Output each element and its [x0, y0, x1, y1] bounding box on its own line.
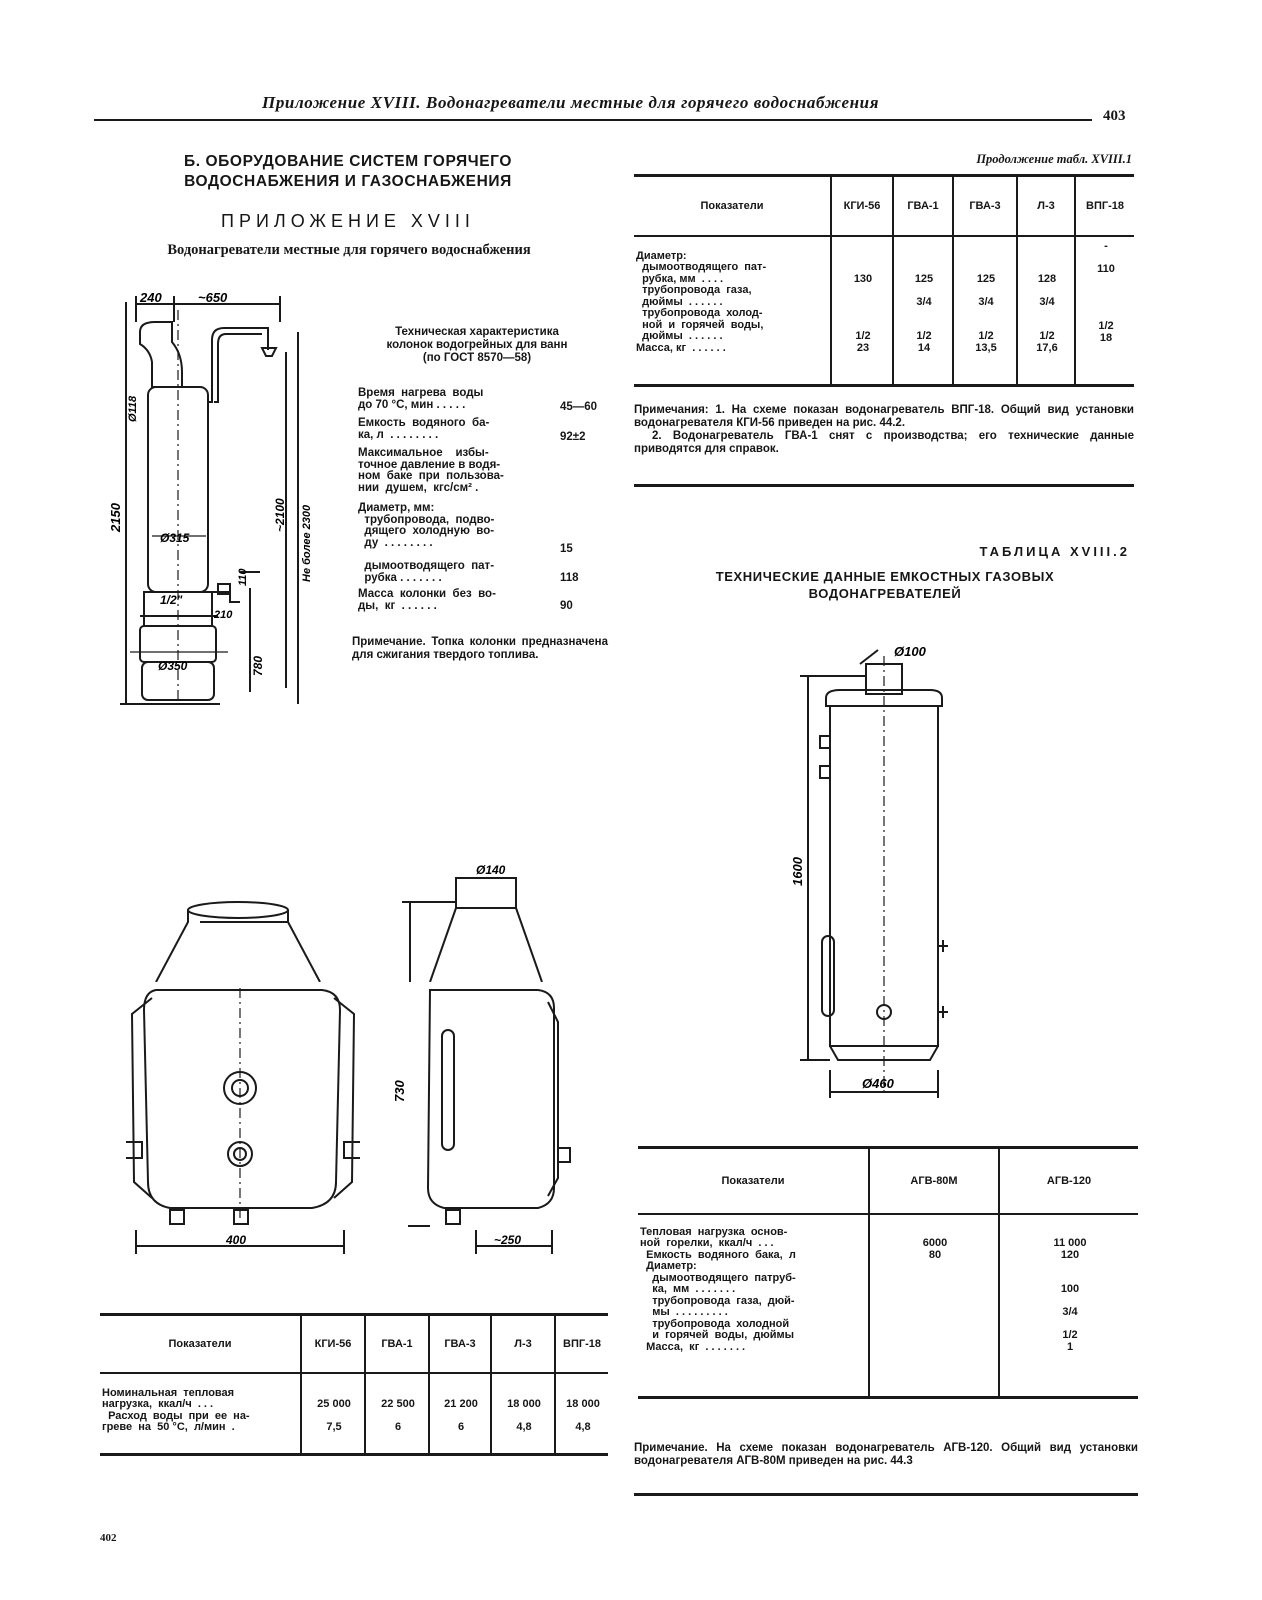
table-note-2: 2. Водонагреватель ГВА-1 снят с производства; его технические данные приводятся для справок. [634, 430, 1134, 455]
spec-row-label: Масса колонки без во- ды, кг . . . . . . [358, 588, 496, 612]
cell-gva1: 22 500 6 [381, 1398, 415, 1433]
table2-label: ТАБЛИЦА XVIII.2 [979, 544, 1130, 559]
section-heading-line1: Б. ОБОРУДОВАНИЕ СИСТЕМ ГОРЯЧЕГО [183, 153, 513, 170]
dim-650: ~650 [198, 292, 228, 305]
section-heading-line2: ВОДОСНАБЖЕНИЯ И ГАЗОСНАБЖЕНИЯ [184, 173, 512, 190]
col-header: КГИ-56 [301, 1315, 365, 1373]
cell-l3: 128 3/4 1/2 17,6 [1036, 272, 1058, 354]
spec-row-label: дымоотводящего пат- рубка . . . . . . . [364, 560, 495, 584]
spec-row-value: 90 [560, 600, 573, 612]
table-notes [634, 404, 1134, 456]
dim-118: Ø118 [127, 395, 139, 422]
col-header: ВПГ-18 [1075, 176, 1134, 236]
appendix-title: ПРИЛОЖЕНИЕ XVIII [221, 211, 475, 231]
table-storage-heaters [638, 1146, 1138, 1399]
figure-water-column [100, 292, 320, 716]
col-header: ВПГ-18 [555, 1315, 608, 1373]
figure-storage-heater [780, 636, 980, 1112]
cell-vpg18: - 110 1/2 18 [1097, 239, 1115, 344]
cell-kgi56: 130 1/2 23 [853, 272, 873, 354]
spec-row-label: Время нагрева воды до 70 °С, мин . . . . . [358, 387, 484, 411]
spec-caption-line2: колонок водогрейных для ванн [386, 339, 568, 351]
dim-240: 240 [140, 292, 162, 305]
dim-730: 730 [392, 1080, 407, 1102]
col-header: АГВ-120 [999, 1148, 1138, 1214]
dim-400: 400 [226, 1233, 247, 1247]
dim-315: Ø315 [160, 531, 190, 545]
dim-half-inch: 1/2" [160, 593, 183, 607]
row-labels: Тепловая нагрузка основ- ной горелки, ккал/ч . . . Емкость водяного бака, л Диаметр: дымоотводящего патруб- ка, мм . . . . . . . трубопровода газа, дюй- мы . . . . . . . . . трубопровода холодной и горячей воды, дюймы Масса, кг . . . . . . . [640, 1225, 796, 1353]
dim-2150: 2150 [108, 503, 123, 532]
table-continuation-label: Продолжение табл. XVIII.1 [976, 152, 1132, 166]
table-continuation [634, 174, 1134, 387]
cell-agv120: 11 000 120 100 3/4 1/2 1 [1053, 1237, 1087, 1353]
spec-note: Примечание. Топка колонки предназначена для сжигания твердого топлива. [352, 636, 608, 661]
dim-1600: 1600 [790, 857, 805, 886]
spec-row-value: 118 [560, 572, 579, 584]
spec-row-label: Максимальное избы- точное давление в водя- ном баке при пользова- нии душем, кгс/см² . [358, 447, 504, 494]
spec-caption-line3: (по ГОСТ 8570—58) [422, 352, 532, 364]
dim-780: 780 [251, 655, 265, 676]
col-header: ГВА-3 [429, 1315, 491, 1373]
cell-gva3: 125 3/4 1/2 13,5 [975, 272, 997, 354]
spec-caption [352, 326, 602, 365]
col-header: Л-3 [491, 1315, 555, 1373]
col-header: Л-3 [1017, 176, 1075, 236]
table-heat-load [100, 1313, 608, 1456]
dim-250: ~250 [494, 1233, 522, 1247]
table2-title [640, 568, 1130, 602]
spec-row-label: Емкость водяного ба- ка, л . . . . . . . . [358, 417, 490, 441]
figure-heater-views [130, 862, 600, 982]
spec-row-value: 15 [560, 543, 573, 555]
cell-gva3: 21 200 6 [444, 1398, 478, 1433]
dim-100: Ø100 [894, 644, 926, 659]
cell-l3: 18 000 4,8 [507, 1398, 541, 1433]
table2-title-line2: ВОДОНАГРЕВАТЕЛЕЙ [808, 586, 962, 601]
page-number: 403 [1103, 108, 1126, 124]
section-heading [98, 152, 598, 192]
cell-kgi56: 25 000 7,5 [317, 1398, 351, 1433]
dim-140: Ø140 [476, 863, 506, 877]
col-header: Показатели [638, 1148, 869, 1214]
dim-460: Ø460 [862, 1076, 894, 1091]
dim-2100: ~2100 [273, 498, 287, 532]
dim-350: Ø350 [158, 659, 188, 673]
cell-vpg18: 18 000 4,8 [566, 1398, 600, 1433]
figure-heater-views-lower [126, 982, 606, 1282]
col-header: АГВ-80М [869, 1148, 999, 1214]
dim-2300: Не более 2300 [301, 504, 313, 582]
table3-note: Примечание. На схеме показан водонагреватель АГВ-120. Общий вид установки водонагревателя АГВ-80М приведен на рис. 44.3 [634, 1442, 1138, 1467]
cell-gva1: 125 3/4 1/2 14 [914, 272, 934, 354]
dim-210: 210 [214, 609, 233, 621]
col-header: ГВА-1 [893, 176, 953, 236]
col-header: КГИ-56 [831, 176, 893, 236]
table2-title-line1: ТЕХНИЧЕСКИЕ ДАННЫЕ ЕМКОСТНЫХ ГАЗОВЫХ [715, 569, 1055, 584]
col-header: ГВА-3 [953, 176, 1017, 236]
spec-row-label: Диаметр, мм: трубопровода, подво- дящего холодную во- ду . . . . . . . . [358, 502, 495, 549]
notes-rule [634, 484, 1134, 487]
col-header: Показатели [634, 176, 831, 236]
footer-page-number: 402 [100, 1532, 117, 1544]
dim-110: 110 [237, 568, 249, 586]
col-header: ГВА-1 [365, 1315, 429, 1373]
row-labels: Диаметр: дымоотводящего пат- рубка, мм . . . . трубопровода газа, дюймы . . . . . . трубопровода холод- ной и горячей воды, дюймы . . . . . . Масса, кг . . . . . . [636, 249, 767, 354]
row-labels: Номинальная тепловая нагрузка, ккал/ч . . . Расход воды при ее на- греве на 50 °С, л/мин . [102, 1386, 250, 1433]
spec-caption-line1: Техническая характеристика [395, 326, 559, 338]
table-note-1: Примечания: 1. На схеме показан водонагреватель ВПГ-18. Общий вид установки водонагревателя КГИ-56 приведен на рис. 44.2. [634, 404, 1134, 429]
col-header: Показатели [100, 1315, 301, 1373]
appendix-subtitle: Водонагреватели местные для горячего водоснабжения [167, 242, 531, 258]
spec-row-value: 92±2 [560, 431, 586, 443]
running-title: Приложение XVIII. Водонагреватели местные для горячего водоснабжения [262, 93, 880, 112]
header-rule [94, 119, 1092, 121]
bottom-rule [634, 1493, 1138, 1496]
spec-row-value: 45—60 [560, 401, 598, 413]
cell-agv80m: 6000 80 [922, 1237, 948, 1261]
